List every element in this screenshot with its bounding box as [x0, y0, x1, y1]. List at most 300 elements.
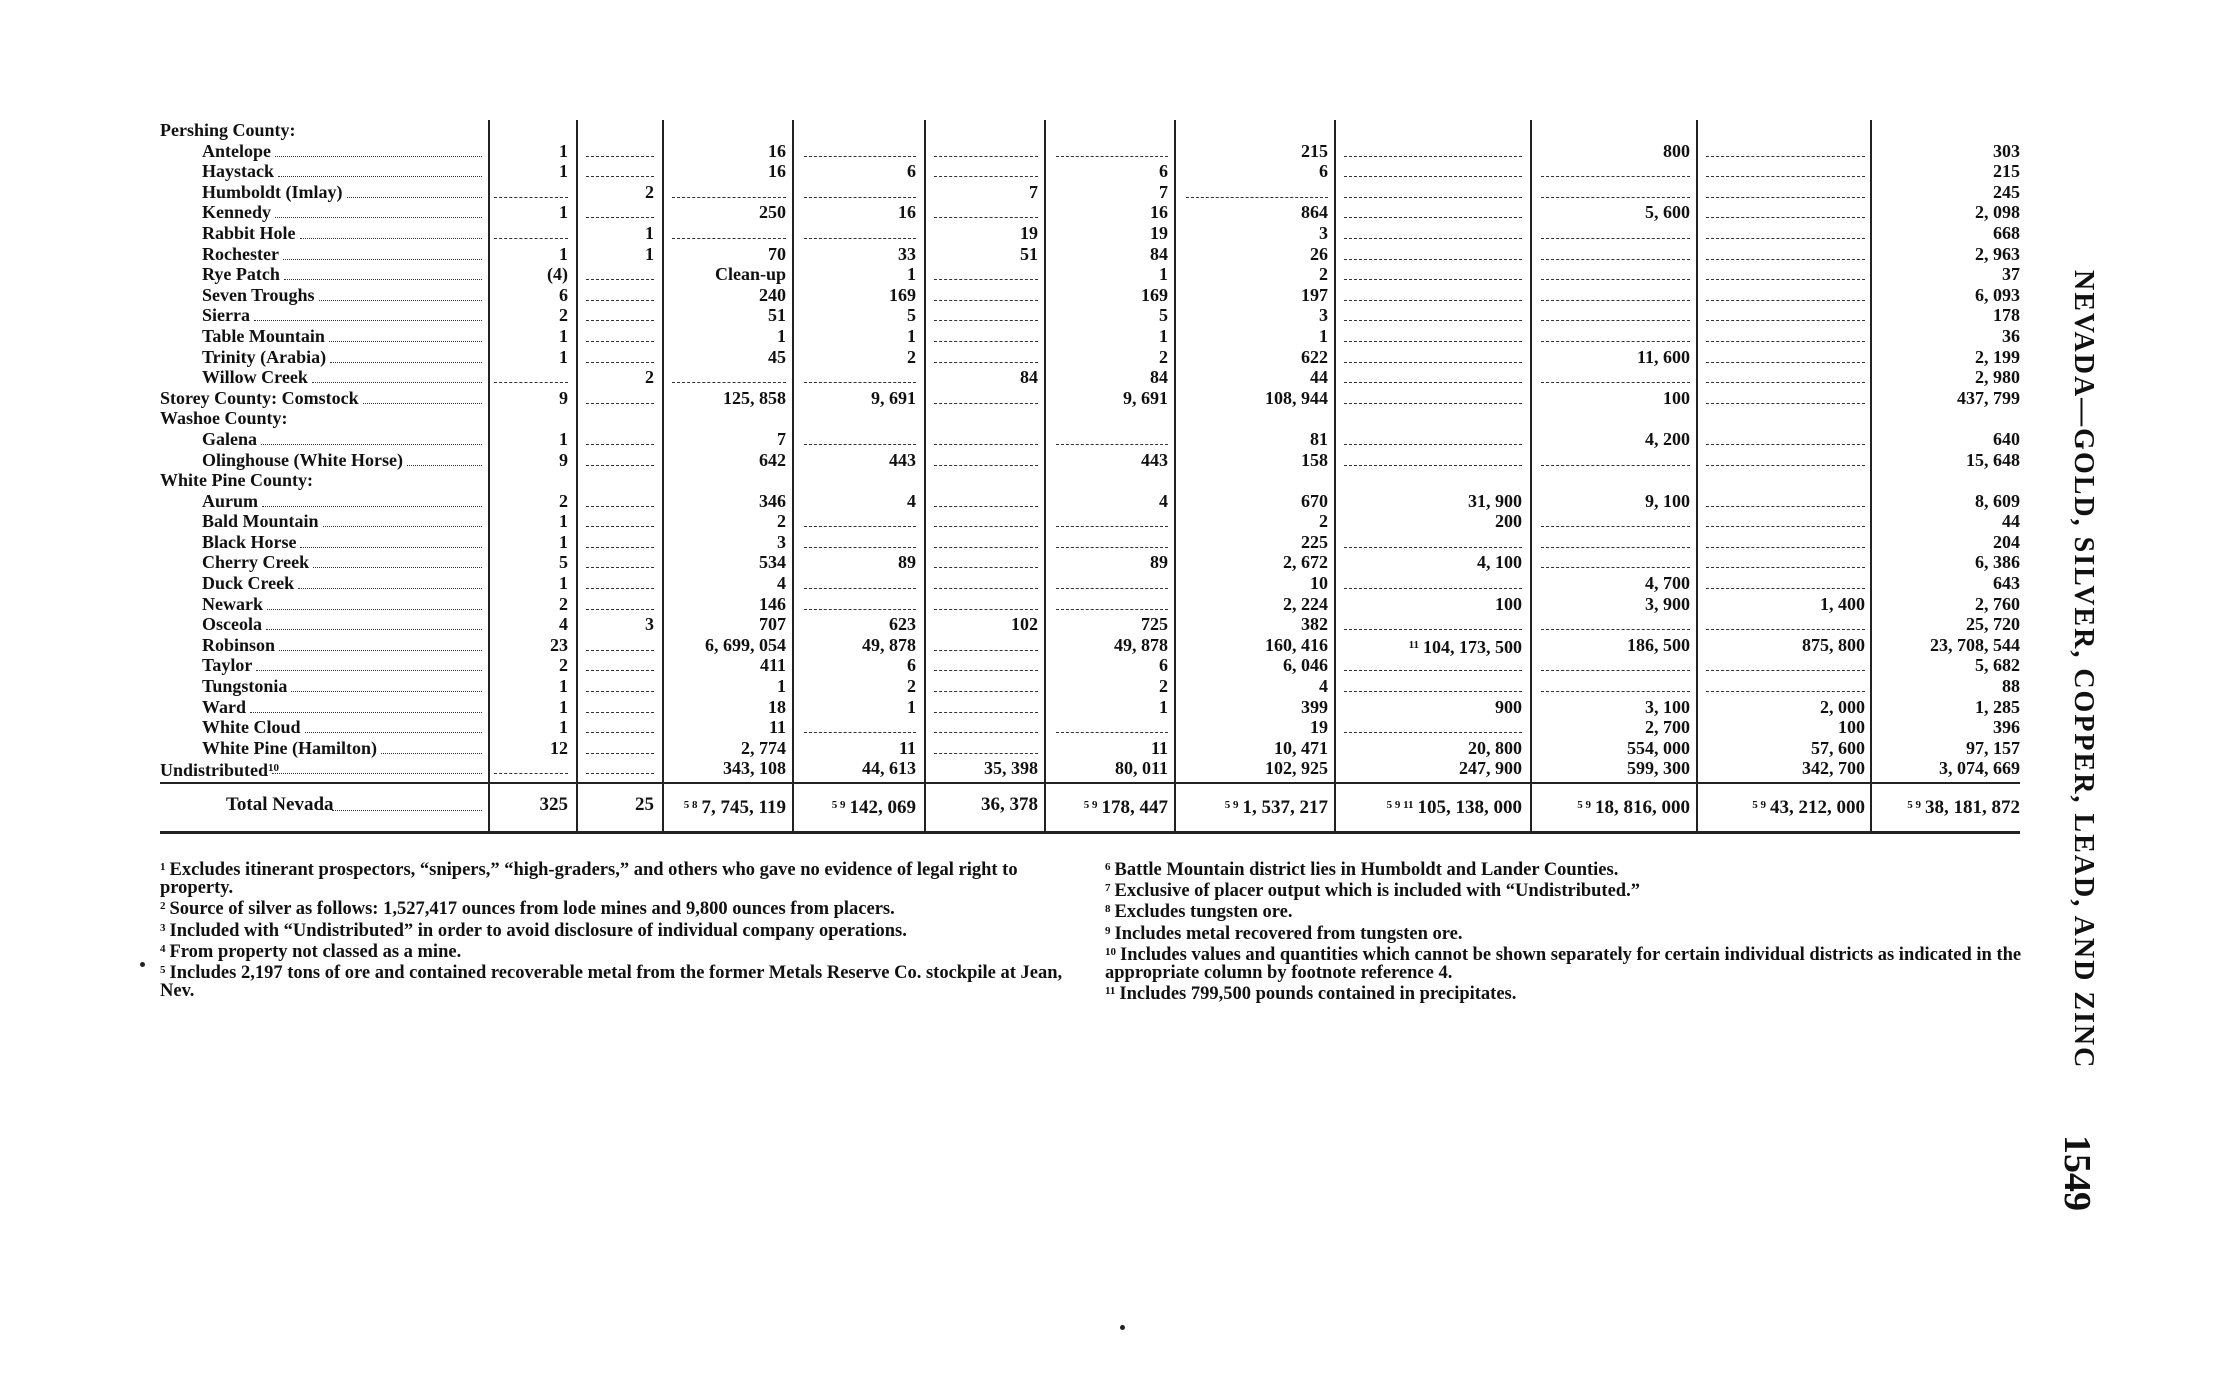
value-cell: 33 — [898, 243, 916, 264]
leader-dots — [363, 403, 482, 404]
value-cell: $^{5 8}$ 7, 745, 119 — [683, 797, 786, 818]
empty-cell-dash — [586, 279, 654, 280]
row-label: Rabbit Hole — [202, 222, 296, 243]
value-cell: 2 — [907, 676, 916, 697]
footnote: $^6$ Battle Mountain district lies in Humboldt and Lander Counties. — [1105, 860, 1619, 880]
value-cell: 1 — [559, 428, 568, 449]
row-label: Robinson — [202, 634, 276, 655]
empty-cell-dash — [804, 526, 916, 527]
value-cell: 102, 925 — [1265, 758, 1328, 779]
empty-cell-dash — [934, 465, 1038, 466]
table-row — [160, 676, 2020, 697]
value-cell: 3 — [1319, 305, 1328, 326]
value-cell: 10, 471 — [1274, 737, 1328, 758]
empty-cell-dash — [1706, 259, 1865, 260]
empty-cell-dash — [1344, 362, 1522, 363]
value-cell: 35, 398 — [984, 758, 1038, 779]
table-row — [160, 244, 2020, 265]
empty-cell-dash — [1344, 341, 1522, 342]
table-row — [160, 491, 2020, 512]
leader-dots — [278, 176, 482, 177]
column-rule — [662, 120, 664, 831]
footnotes-right — [1105, 858, 2025, 1003]
empty-cell-dash — [1344, 444, 1522, 445]
value-cell: 443 — [889, 449, 916, 470]
value-cell: 45 — [768, 346, 786, 367]
value-cell: 6 — [1159, 655, 1168, 676]
value-cell: 1 — [1159, 264, 1168, 285]
empty-cell-dash — [1344, 238, 1522, 239]
value-cell: 2 — [1319, 511, 1328, 532]
empty-cell-dash — [1706, 300, 1865, 301]
empty-cell-dash — [1706, 444, 1865, 445]
empty-cell-dash — [1056, 526, 1168, 527]
value-cell: 1 — [777, 676, 786, 697]
table-row — [160, 573, 2020, 594]
empty-cell-dash — [1706, 320, 1865, 321]
value-cell: 225 — [1301, 531, 1328, 552]
value-cell: 399 — [1301, 696, 1328, 717]
value-cell: 247, 900 — [1459, 758, 1522, 779]
empty-cell-dash — [586, 526, 654, 527]
empty-cell-dash — [1706, 691, 1865, 692]
value-cell: 443 — [1141, 449, 1168, 470]
footnote: $^{11}$ Includes 799,500 pounds contained in precipitates. — [1105, 984, 1517, 1005]
row-label: Duck Creek — [202, 573, 295, 594]
empty-cell-dash — [1541, 382, 1690, 383]
empty-cell-dash — [934, 732, 1038, 733]
value-cell: 640 — [1993, 428, 2020, 449]
empty-cell-dash — [934, 712, 1038, 713]
empty-cell-dash — [934, 403, 1038, 404]
empty-cell-dash — [804, 547, 916, 548]
value-cell: 36 — [2002, 325, 2020, 346]
row-label: Storey County: Comstock — [160, 387, 359, 408]
empty-cell-dash — [934, 609, 1038, 610]
value-cell: 108, 944 — [1265, 387, 1328, 408]
empty-cell-dash — [1706, 156, 1865, 157]
value-cell: 725 — [1141, 614, 1168, 635]
table-row — [160, 347, 2020, 368]
running-header — [2055, 270, 2099, 1211]
row-label: Antelope — [202, 140, 271, 161]
empty-cell-dash — [934, 444, 1038, 445]
value-cell: 1 — [559, 511, 568, 532]
empty-cell-dash — [1344, 629, 1522, 630]
value-cell: 2, 199 — [1975, 346, 2020, 367]
empty-cell-dash — [804, 732, 916, 733]
row-label: Total Nevada — [226, 794, 334, 815]
empty-cell-dash — [494, 382, 568, 383]
leader-dots — [312, 382, 482, 383]
row-label: Taylor — [202, 655, 253, 676]
empty-cell-dash — [1186, 197, 1328, 198]
value-cell: 204 — [1993, 531, 2020, 552]
empty-cell-dash — [934, 588, 1038, 589]
empty-cell-dash — [1541, 629, 1690, 630]
value-cell: 6 — [559, 284, 568, 305]
value-cell: 88 — [2002, 676, 2020, 697]
value-cell: 36, 378 — [981, 794, 1038, 815]
empty-cell-dash — [934, 156, 1038, 157]
value-cell: 2 — [907, 346, 916, 367]
value-cell: 37 — [2002, 264, 2020, 285]
table-row — [160, 717, 2020, 738]
value-cell: 215 — [1301, 140, 1328, 161]
empty-cell-dash — [1541, 238, 1690, 239]
value-cell: 599, 300 — [1627, 758, 1690, 779]
value-cell: 668 — [1993, 222, 2020, 243]
leader-dots — [261, 444, 482, 445]
value-cell: 16 — [768, 140, 786, 161]
footnotes-left — [160, 858, 1065, 1000]
production-table — [160, 120, 2020, 825]
empty-cell-dash — [586, 444, 654, 445]
empty-cell-dash — [586, 691, 654, 692]
empty-cell-dash — [1706, 197, 1865, 198]
empty-cell-dash — [1706, 341, 1865, 342]
empty-cell-dash — [934, 691, 1038, 692]
value-cell: 5, 682 — [1975, 655, 2020, 676]
value-cell: 100 — [1495, 593, 1522, 614]
value-cell: 4 — [907, 490, 916, 511]
value-cell: 11, 600 — [1636, 346, 1690, 367]
value-cell: 11 — [898, 737, 916, 758]
value-cell: 3 — [777, 531, 786, 552]
column-rule — [792, 120, 794, 831]
leader-dots — [407, 465, 482, 466]
row-label: Newark — [202, 593, 263, 614]
value-cell: 158 — [1301, 449, 1328, 470]
value-cell: 9, 691 — [871, 387, 916, 408]
empty-cell-dash — [1706, 670, 1865, 671]
value-cell: Clean-up — [714, 264, 786, 285]
row-label: Seven Troughs — [202, 284, 315, 305]
value-cell: 1, 400 — [1820, 593, 1865, 614]
value-cell: 2, 980 — [1975, 367, 2020, 388]
row-label: Cherry Creek — [202, 552, 310, 573]
value-cell: 160, 416 — [1265, 634, 1328, 655]
empty-cell-dash — [1541, 567, 1690, 568]
empty-cell-dash — [1541, 341, 1690, 342]
running-title: NEVADA—GOLD, SILVER, COPPER, LEAD, AND ZINC — [2068, 270, 2099, 1070]
empty-cell-dash — [1344, 732, 1522, 733]
empty-cell-dash — [934, 362, 1038, 363]
value-cell: $^{11}$ 104, 173, 500 — [1408, 636, 1522, 657]
value-cell: 2 — [1319, 264, 1328, 285]
empty-cell-dash — [586, 506, 654, 507]
page-number: 1549 — [2056, 1135, 2098, 1211]
value-cell: 396 — [1993, 717, 2020, 738]
value-cell: 250 — [759, 202, 786, 223]
empty-cell-dash — [1344, 217, 1522, 218]
value-cell: 1 — [559, 531, 568, 552]
column-rule — [488, 120, 490, 831]
table-row — [160, 470, 2020, 491]
column-rule — [924, 120, 926, 831]
empty-cell-dash — [934, 526, 1038, 527]
value-cell: 2, 224 — [1283, 593, 1328, 614]
table-row — [160, 635, 2020, 656]
row-label: Willow Creek — [202, 367, 308, 388]
value-cell: 4 — [559, 614, 568, 635]
empty-cell-dash — [1706, 382, 1865, 383]
value-cell: 1 — [559, 573, 568, 594]
empty-cell-dash — [586, 547, 654, 548]
empty-cell-dash — [934, 320, 1038, 321]
value-cell: 6 — [907, 161, 916, 182]
table-row — [160, 655, 2020, 676]
empty-cell-dash — [1056, 588, 1168, 589]
empty-cell-dash — [586, 712, 654, 713]
value-cell: 44 — [2002, 511, 2020, 532]
value-cell: 2 — [645, 367, 654, 388]
empty-cell-dash — [804, 197, 916, 198]
value-cell: 44, 613 — [862, 758, 916, 779]
leader-dots — [329, 341, 482, 342]
value-cell: $^{5 9}$ 178, 447 — [1083, 797, 1168, 818]
empty-cell-dash — [1541, 691, 1690, 692]
value-cell: 534 — [759, 552, 786, 573]
value-cell: 2 — [559, 490, 568, 511]
value-cell: 8, 609 — [1975, 490, 2020, 511]
table-row — [160, 367, 2020, 388]
value-cell: 23, 708, 544 — [1930, 634, 2020, 655]
value-cell: 1 — [777, 325, 786, 346]
value-cell: 4, 700 — [1645, 573, 1690, 594]
rule-above-total — [160, 782, 2020, 784]
empty-cell-dash — [1706, 176, 1865, 177]
empty-cell-dash — [586, 341, 654, 342]
row-label: Sierra — [202, 305, 250, 326]
value-cell: 197 — [1301, 284, 1328, 305]
row-label: Table Mountain — [202, 325, 325, 346]
table-row — [160, 264, 2020, 285]
value-cell: 5 — [907, 305, 916, 326]
value-cell: 7 — [777, 428, 786, 449]
speck — [140, 962, 145, 967]
empty-cell-dash — [586, 753, 654, 754]
empty-cell-dash — [586, 320, 654, 321]
empty-cell-dash — [1541, 526, 1690, 527]
total-row — [160, 785, 2020, 825]
empty-cell-dash — [1541, 465, 1690, 466]
empty-cell-dash — [934, 217, 1038, 218]
empty-cell-dash — [672, 197, 786, 198]
leader-dots — [275, 217, 482, 218]
column-rule — [1696, 120, 1698, 831]
empty-cell-dash — [1706, 362, 1865, 363]
empty-cell-dash — [934, 506, 1038, 507]
value-cell: 245 — [1993, 181, 2020, 202]
value-cell: 3 — [645, 614, 654, 635]
value-cell: 84 — [1150, 243, 1168, 264]
empty-cell-dash — [586, 156, 654, 157]
value-cell: 70 — [768, 243, 786, 264]
value-cell: 215 — [1993, 161, 2020, 182]
leader-dots — [347, 197, 482, 198]
row-label: Black Horse — [202, 531, 297, 552]
column-rule — [576, 120, 578, 831]
value-cell: 2, 700 — [1645, 717, 1690, 738]
value-cell: 7 — [1029, 181, 1038, 202]
row-label: Osceola — [202, 614, 262, 635]
value-cell: 9, 100 — [1645, 490, 1690, 511]
empty-cell-dash — [1344, 403, 1522, 404]
value-cell: 1 — [559, 161, 568, 182]
empty-cell-dash — [1706, 238, 1865, 239]
value-cell: 864 — [1301, 202, 1328, 223]
table-row — [160, 388, 2020, 409]
empty-cell-dash — [1344, 300, 1522, 301]
empty-cell-dash — [804, 238, 916, 239]
row-label: Haystack — [202, 161, 274, 182]
value-cell: 2 — [1159, 346, 1168, 367]
value-cell: 4, 100 — [1477, 552, 1522, 573]
empty-cell-dash — [804, 588, 916, 589]
value-cell: 6, 093 — [1975, 284, 2020, 305]
value-cell: 19 — [1310, 717, 1328, 738]
row-label: Ward — [202, 696, 247, 717]
empty-cell-dash — [1541, 320, 1690, 321]
value-cell: 643 — [1993, 573, 2020, 594]
value-cell: 1 — [907, 264, 916, 285]
value-cell: $^{5 9}$ 1, 537, 217 — [1224, 797, 1328, 818]
value-cell: 342, 700 — [1802, 758, 1865, 779]
table-row — [160, 738, 2020, 759]
table-row — [160, 202, 2020, 223]
table-row — [160, 120, 2020, 141]
leader-dots — [279, 650, 482, 651]
value-cell: 437, 799 — [1957, 387, 2020, 408]
value-cell: 84 — [1150, 367, 1168, 388]
leader-dots — [254, 320, 482, 321]
value-cell: 89 — [898, 552, 916, 573]
value-cell: 3, 100 — [1645, 696, 1690, 717]
value-cell: 6, 046 — [1283, 655, 1328, 676]
value-cell: 1 — [907, 325, 916, 346]
empty-cell-dash — [672, 382, 786, 383]
value-cell: 3 — [1319, 222, 1328, 243]
value-cell: 1 — [559, 140, 568, 161]
empty-cell-dash — [1541, 670, 1690, 671]
value-cell: 200 — [1495, 511, 1522, 532]
value-cell: 4 — [777, 573, 786, 594]
empty-cell-dash — [586, 773, 654, 774]
empty-cell-dash — [934, 567, 1038, 568]
row-label: White Pine County: — [160, 470, 313, 491]
empty-cell-dash — [1056, 609, 1168, 610]
footnote: $^8$ Excludes tungsten ore. — [1105, 902, 1293, 923]
empty-cell-dash — [934, 176, 1038, 177]
column-rule — [1174, 120, 1176, 831]
empty-cell-dash — [1541, 197, 1690, 198]
value-cell: 1 — [1159, 696, 1168, 717]
row-label: Rochester — [202, 243, 279, 264]
leader-dots — [284, 279, 482, 280]
footnote: $^9$ Includes metal recovered from tungsten ore. — [1105, 923, 1463, 944]
value-cell: 19 — [1020, 222, 1038, 243]
value-cell: 1 — [559, 676, 568, 697]
value-cell: 44 — [1310, 367, 1328, 388]
empty-cell-dash — [934, 753, 1038, 754]
value-cell: 31, 900 — [1468, 490, 1522, 511]
value-cell: 2, 098 — [1975, 202, 2020, 223]
value-cell: 12 — [550, 737, 568, 758]
empty-cell-dash — [1706, 403, 1865, 404]
empty-cell-dash — [1706, 629, 1865, 630]
empty-cell-dash — [1541, 279, 1690, 280]
table-row — [160, 594, 2020, 615]
empty-cell-dash — [804, 382, 916, 383]
column-rule — [1870, 120, 1872, 831]
value-cell: 100 — [1838, 717, 1865, 738]
value-cell: 16 — [1150, 202, 1168, 223]
empty-cell-dash — [1344, 279, 1522, 280]
value-cell: 81 — [1310, 428, 1328, 449]
value-cell: 1 — [1159, 325, 1168, 346]
empty-cell-dash — [1541, 176, 1690, 177]
value-cell: 2, 000 — [1820, 696, 1865, 717]
empty-cell-dash — [1056, 156, 1168, 157]
value-cell: 100 — [1663, 387, 1690, 408]
row-label: Bald Mountain — [202, 511, 319, 532]
value-cell: 2 — [559, 593, 568, 614]
leader-dots — [300, 238, 482, 239]
value-cell: 707 — [759, 614, 786, 635]
value-cell: $^{5 9}$ 38, 181, 872 — [1907, 797, 2020, 818]
speck — [1120, 1325, 1125, 1330]
leader-dots — [332, 810, 482, 811]
row-label: Galena — [202, 428, 258, 449]
value-cell: 51 — [1020, 243, 1038, 264]
footnote: $^5$ Includes 2,197 tons of ore and contained recoverable metal from the former Metals Reserve Co. stockpile at Jean, Nev. — [160, 963, 1063, 1002]
leader-dots — [300, 547, 482, 548]
value-cell: 2 — [559, 655, 568, 676]
table-row — [160, 305, 2020, 326]
table-row — [160, 182, 2020, 203]
empty-cell-dash — [494, 238, 568, 239]
empty-cell-dash — [586, 176, 654, 177]
empty-cell-dash — [586, 567, 654, 568]
row-label: Pershing County: — [160, 120, 296, 140]
empty-cell-dash — [1056, 547, 1168, 548]
empty-cell-dash — [1706, 465, 1865, 466]
value-cell: 1 — [559, 243, 568, 264]
value-cell: 146 — [759, 593, 786, 614]
table-row — [160, 552, 2020, 573]
table-row — [160, 758, 2020, 779]
row-label: Tungstonia — [202, 676, 288, 697]
value-cell: 5 — [1159, 305, 1168, 326]
table-row — [160, 697, 2020, 718]
value-cell: 84 — [1020, 367, 1038, 388]
value-cell: 49, 878 — [1114, 634, 1168, 655]
leader-dots — [272, 773, 482, 774]
value-cell: 23 — [550, 634, 568, 655]
empty-cell-dash — [586, 588, 654, 589]
value-cell: 18 — [768, 696, 786, 717]
value-cell: 1 — [907, 696, 916, 717]
value-cell: 411 — [759, 655, 786, 676]
table-row — [160, 326, 2020, 347]
empty-cell-dash — [586, 670, 654, 671]
value-cell: 303 — [1993, 140, 2020, 161]
empty-cell-dash — [804, 444, 916, 445]
value-cell: 57, 600 — [1811, 737, 1865, 758]
empty-cell-dash — [1706, 588, 1865, 589]
empty-cell-dash — [1056, 444, 1168, 445]
